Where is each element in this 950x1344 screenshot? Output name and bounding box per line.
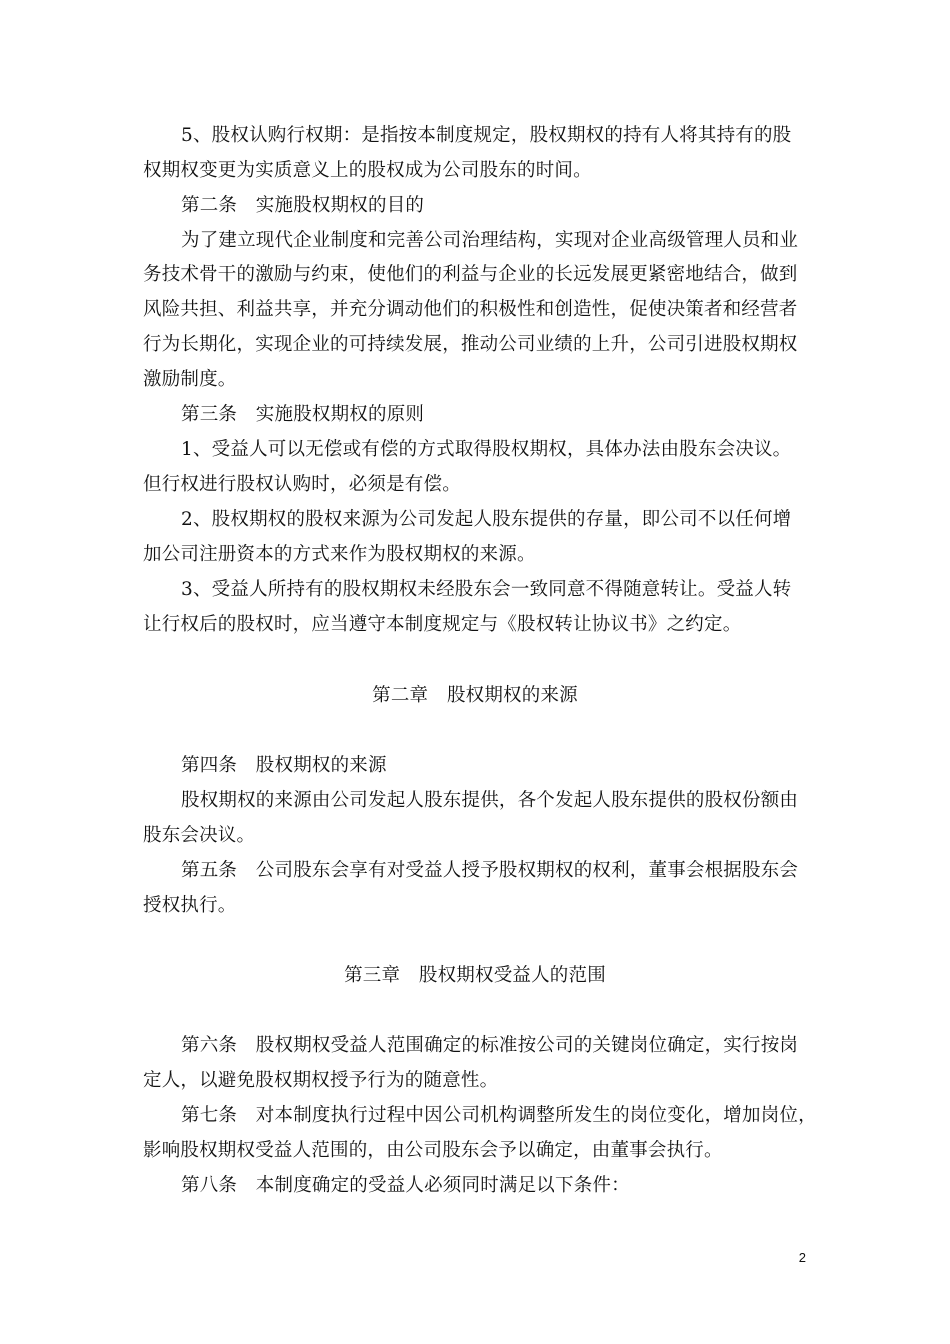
paragraph-line: 授权执行。 bbox=[143, 895, 237, 916]
paragraph-line: 股东会决议。 bbox=[143, 825, 256, 846]
article-heading: 第三条 实施股权期权的原则 bbox=[181, 404, 425, 425]
paragraph-line: 第八条 本制度确定的受益人必须同时满足以下条件： bbox=[181, 1175, 630, 1196]
paragraph-line: 1、受益人可以无偿或有偿的方式取得股权期权，具体办法由股东会决议。 bbox=[181, 439, 792, 460]
paragraph-line: 风险共担、利益共享，并充分调动他们的积极性和创造性，促使决策者和经营者 bbox=[143, 299, 798, 320]
paragraph-line: 第六条 股权期权受益人范围确定的标准按公司的关键岗位确定，实行按岗 bbox=[181, 1035, 799, 1056]
paragraph-line: 5、股权认购行权期：是指按本制度规定，股权期权的持有人将其持有的股 bbox=[181, 125, 792, 146]
article-heading: 第二条 实施股权期权的目的 bbox=[181, 195, 425, 216]
paragraph-line: 务技术骨干的激励与约束，使他们的利益与企业的长远发展更紧密地结合，做到 bbox=[143, 264, 798, 285]
paragraph-line: 为了建立现代企业制度和完善公司治理结构，实现对企业高级管理人员和业 bbox=[181, 230, 799, 251]
paragraph-line: 3、受益人所持有的股权期权未经股东会一致同意不得随意转让。受益人转 bbox=[181, 579, 792, 600]
paragraph-line: 但行权进行股权认购时，必须是有偿。 bbox=[143, 474, 461, 495]
paragraph-line: 权期权变更为实质意义上的股权成为公司股东的时间。 bbox=[143, 160, 592, 181]
paragraph-line: 股权期权的来源由公司发起人股东提供，各个发起人股东提供的股权份额由 bbox=[181, 790, 799, 811]
paragraph-line: 让行权后的股权时，应当遵守本制度规定与《股权转让协议书》之约定。 bbox=[143, 614, 742, 635]
paragraph-line: 影响股权期权受益人范围的，由公司股东会予以确定，由董事会执行。 bbox=[143, 1140, 723, 1161]
paragraph-line: 第七条 对本制度执行过程中因公司机构调整所发生的岗位变化，增加岗位， bbox=[181, 1105, 817, 1126]
chapter-heading: 第二章 股权期权的来源 bbox=[372, 685, 578, 706]
chapter-heading: 第三章 股权期权受益人的范围 bbox=[344, 965, 606, 986]
paragraph-line: 2、股权期权的股权来源为公司发起人股东提供的存量，即公司不以任何增 bbox=[181, 509, 792, 530]
paragraph-line: 定人，以避免股权期权授予行为的随意性。 bbox=[143, 1070, 499, 1091]
paragraph-line: 行为长期化，实现企业的可持续发展，推动公司业绩的上升，公司引进股权期权 bbox=[143, 334, 798, 355]
page-number: 2 bbox=[798, 1250, 806, 1265]
article-heading: 第四条 股权期权的来源 bbox=[181, 755, 387, 776]
paragraph-line: 激励制度。 bbox=[143, 369, 237, 390]
paragraph-line: 加公司注册资本的方式来作为股权期权的来源。 bbox=[143, 544, 536, 565]
paragraph-line: 第五条 公司股东会享有对受益人授予股权期权的权利，董事会根据股东会 bbox=[181, 860, 799, 881]
